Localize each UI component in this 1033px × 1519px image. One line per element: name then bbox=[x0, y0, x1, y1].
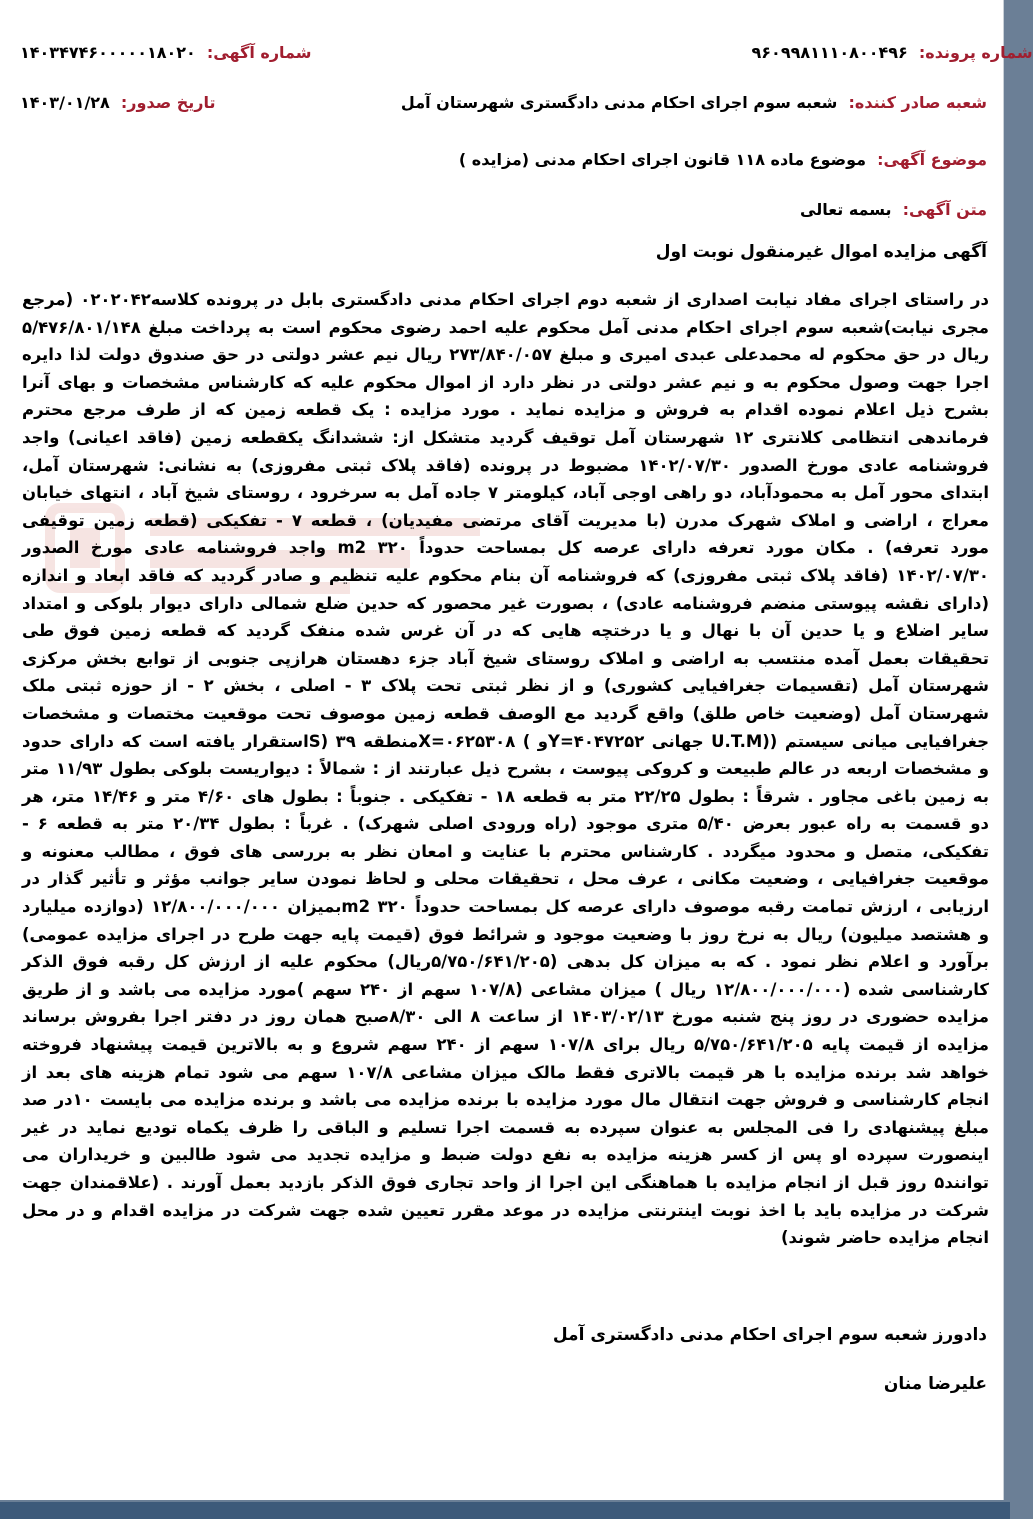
ad-number-value: ۱۴۰۳۴۷۴۶۰۰۰۰۰۱۸۰۲۰ bbox=[20, 43, 196, 62]
bottom-bar bbox=[0, 1502, 1010, 1519]
issuer-label: شعبه صادر کننده: bbox=[848, 93, 987, 112]
header-row-2 bbox=[20, 93, 987, 112]
issue-date-field bbox=[20, 93, 216, 112]
case-number-field bbox=[752, 43, 1033, 62]
ad-title: آگهی مزایده اموال غیرمنقول نوبت اول bbox=[655, 242, 987, 262]
issuer-field bbox=[401, 93, 987, 112]
subject-value: موضوع ماده ۱۱۸ قانون اجرای احکام مدنی (مزایده ) bbox=[458, 150, 867, 169]
issuer-value: شعبه سوم اجرای احکام مدنی دادگستری شهرستان آمل bbox=[400, 93, 838, 112]
body-label: متن آگهی: bbox=[902, 200, 987, 219]
signer-title: دادورز شعبه سوم اجرای احکام مدنی دادگستری آمل bbox=[552, 1325, 987, 1345]
signer-name: علیرضا منان bbox=[883, 1374, 987, 1394]
body-label-field bbox=[20, 200, 987, 219]
bismillah: بسمه تعالی bbox=[800, 200, 892, 219]
issue-date-value: ۱۴۰۳/۰۱/۲۸ bbox=[20, 93, 110, 112]
issue-date-label: تاریخ صدور: bbox=[120, 93, 216, 112]
subject-label: موضوع آگهی: bbox=[877, 150, 987, 169]
case-number-value: ۹۶۰۹۹۸۱۱۱۰۸۰۰۴۹۶ bbox=[751, 43, 908, 62]
subject-field bbox=[20, 150, 987, 169]
ad-number-label: شماره آگهی: bbox=[206, 43, 312, 62]
case-number-label: شماره پرونده: bbox=[918, 43, 1033, 62]
ad-number-field bbox=[20, 43, 312, 62]
notice-body-text: در راستای اجرای مفاد نیابت اصداری از شعبه دوم اجرای احکام مدنی دادگستری بابل در پرونده کلاسه۰۲۰۲۰۴۲ (مرجع مجری نیابت)شعبه سوم اجرای احکام مدنی آمل محکوم علیه احمد رضوی محکوم است به پرداخت مبلغ ۵/۴۷۶/۸۰۱/۱۴۸ ریال در حق محکوم له محمدعلی عبدی امیری و مبلغ ۲۷۳/۸۴۰/۰۵۷ ریال نیم عشر دولتی در حق صندوق دولت لذا دایره اجرا جهت وصول محکوم به و نیم عشر دولتی در نظر دارد از اموال محکوم علیه که کارشناس مشخصات و بهای آنرا بشرح ذیل اعلام نموده اقدام به فروش و مزایده نماید . مورد مزایده : یک قطعه زمین که از طرف مرجع محترم فرماندهی انتظامی کلانتری ۱۲ شهرستان آمل توقیف گردید متشکل از: ششدانگ یکقطعه زمین (فاقد اعیانی) واجد فروشنامه عادی مورخ الصدور ۱۴۰۲/۰۷/۳۰ مضبوط در پرونده (فاقد پلاک ثبتی مفروزی) به نشانی: شهرستان آمل، ابتدای محور آمل به محمودآباد، دو راهی اوجی آباد، کیلومتر ۷ جاده آمل به سرخرود ، روستای شیخ آباد ، انتهای خیابان معراج ، اراضی و املاک شهرک مدرن (با مدیریت آقای مرتضی مفیدیان) ، قطعه ۷ - تفکیکی (قطعه زمین توقیفی مورد تعرفه) . مکان مورد تعرفه دارای عرصه کل بمساحت حدوداً ۳۲۰ m2 واجد فروشنامه عادی مورخ الصدور ۱۴۰۲/۰۷/۳۰ (فاقد پلاک ثبتی مفروزی) که فروشنامه آن بنام محکوم علیه تنظیم و صادر گردید که فاقد ابعاد و اندازه (دارای نقشه پیوستی منضم فروشنامه عادی) ، بصورت غیر محصور که حدین ضلع شمالی دارای دیوار بلوکی و امتداد سایر اضلاع و یا حدین آن با نهال و یا درختچه هایی که در آن غرس شده منفک گردید که قطعه زمین فوق طی تحقیقات بعمل آمده منتسب به اراضی و املاک روستای شیخ آباد جزء دهستان هرازپی جنوبی از توابع بخش مرکزی شهرستان آمل (تقسیمات جغرافیایی کشوری) و از نظر ثبتی تحت پلاک ۳ - اصلی ، بخش ۲ - از حوزه ثبتی ملک شهرستان آمل (وضعیت خاص طلق) واقع گردید مع الوصف قطعه زمین موصوف تحت موقعیت مختصات و مشخصات جغرافیایی میانی سیستم ((U.T.M جهانی Y=۴۰۴۷۲۵۲و ) X=۰۶۲۵۳۰۸منطقه ۳۹ (Sاستقرار یافته است که دارای حدود و مشخصات اربعه در عالم طبیعت و کروکی پیوست ، بشرح ذیل عبارتند از : شمالاً : دیواریست بلوکی بطول ۱۱/۹۳ متر به زمین باغی مجاور . شرقاً : بطول ۲۲/۲۵ متر به قطعه ۱۸ - تفکیکی . جنوباً : بطول های ۴/۶۰ متر و ۱۴/۴۶ متر، هر دو قسمت به راه عبور بعرض ۵/۴۰ متری موجود (راه ورودی اصلی شهرک) . غرباً : بطول ۲۰/۳۴ متر به قطعه ۶ - تفکیکی، متصل و محدود میگردد . کارشناس محترم با عنایت و امعان نظر به بررسی های فوق ، مطالب معنونه و موقعیت جغرافیایی ، وضعیت مکانی ، عرف محل ، تحقیقات محلی و لحاظ نمودن سایر جوانب مؤثر و تأثیر گذار در ارزیابی ، ارزش تمامت رقبه موصوف دارای عرصه کل بمساحت حدوداً ۳۲۰ m2بمیزان ۱۲/۸۰۰/۰۰۰/۰۰۰ (دوازده میلیارد و هشتصد میلیون) ریال به نرخ روز با وضعیت موجود و شرائط فوق (قیمت پایه جهت طرح در اجرای مزایده عمومی) برآورد و اعلام نظر نمود . که به میزان کل بدهی (۵/۷۵۰/۶۴۱/۲۰۵ریال) محکوم علیه از ارزش کل رقبه فوق الذکر کارشناسی شده (۱۲/۸۰۰/۰۰۰/۰۰۰ ریال ) میزان مشاعی (۱۰۷/۸ سهم از ۲۴۰ سهم )مورد مزایده می باشد و از طریق مزایده حضوری در روز پنج شنبه مورخ ۱۴۰۳/۰۲/۱۳ از ساعت ۸ الی ۸/۳۰صبح همان روز در دفتر اجرا بفروش برساند مزایده از قیمت پایه ۵/۷۵۰/۶۴۱/۲۰۵ ریال برای ۱۰۷/۸ سهم از ۲۴۰ سهم شروع و به بالاترین قیمت پیشنهاد فروخته خواهد شد برنده مزایده با هر قیمت بالاتری فقط مالک میزان مشاعی ۱۰۷/۸ سهم می شود تمام هزینه های بعد از انجام کارشناسی و فروش جهت انتقال مال مورد مزایده با برنده مزایده می باشد و برنده مزایده می بایست ۱۰در صد مبلغ پیشنهادی را فی المجلس به عنوان سپرده به قسمت اجرا تسلیم و الباقی را ظرف یکماه تودیع نماید در غیر اینصورت سپرده او پس از کسر هزینه مزایده به نفع دولت ضبط و مزایده تجدید می شود طالبین و خریداران می توانند۵ روز قبل از انجام مزایده با هماهنگی این اجرا از واحد تجاری فوق الذکر بازدید بعمل آورند . (علاقمندان جهت شرکت در مزایده باید با اخذ نوبت اینترنتی مزایده در موعد مقرر تعیین شده جهت شرکت در مزایده اقدام و در محل انجام مزایده حاضر شوند) bbox=[22, 290, 990, 1248]
header-row-1 bbox=[20, 43, 1033, 62]
